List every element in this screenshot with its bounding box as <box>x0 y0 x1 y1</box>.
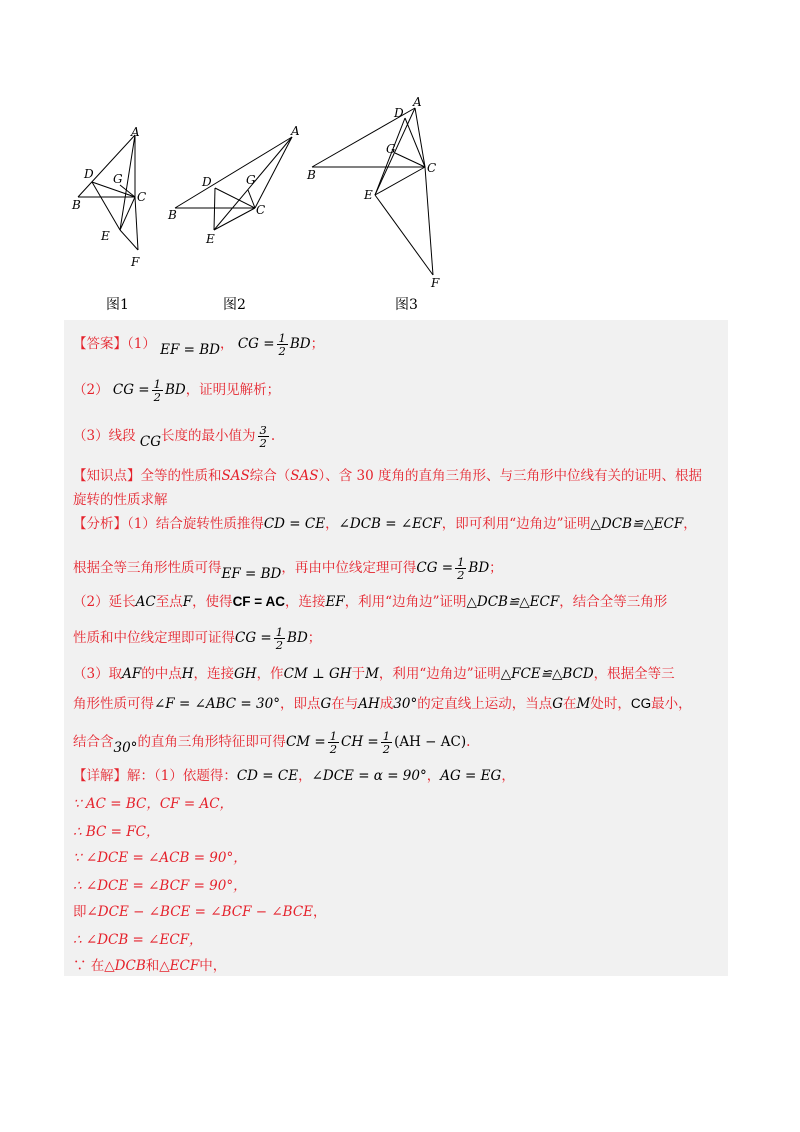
geometry-figures <box>0 0 800 320</box>
detail-line-4: ∵ ∠DCE = ∠ACB = 90°， <box>73 850 247 866</box>
knowledge-line-2: 旋转的性质求解 <box>73 492 168 508</box>
detail-line-3: ∴ BC = FC， <box>73 824 160 840</box>
label-g: G <box>113 172 123 186</box>
label-g: G <box>246 173 256 187</box>
analysis-line-6: 角形性质可得∠F = ∠ABC = 30°，即点G在与AH成30°的定直线上运动，当点G在M处时，CG最小， <box>73 696 692 712</box>
label-d: D <box>394 106 404 120</box>
label-b: B <box>72 198 81 212</box>
label-b: B <box>168 208 177 222</box>
detail-line-5: ∴ ∠DCE = ∠BCF = 90°， <box>73 878 247 894</box>
label-c: C <box>256 203 266 217</box>
label-b: B <box>307 168 316 182</box>
label-d: D <box>84 167 94 181</box>
knowledge-line-1: 【知识点】全等的性质和SAS综合（SAS）、含 30 度角的直角三角形、与三角形中位线有关的证明、根据 <box>73 468 703 484</box>
figure-2-caption: 图2 <box>223 297 246 313</box>
label-f: F <box>131 255 140 269</box>
analysis-line-2: 根据全等三角形性质可得EF = BD，再由中位线定理可得CG = $\frac{1}{2}$ BD； <box>73 555 503 582</box>
detail-line-1: 【详解】解：（1）依题得：CD = CE，∠DCE = α = 90°，AG = EG， <box>73 768 515 784</box>
label-g: G <box>386 142 396 156</box>
detail-line-8: ∵ 在△DCB和△ECF中， <box>73 958 227 974</box>
detail-line-2: ∵ AC = BC，CF = AC， <box>73 796 234 812</box>
label-c: C <box>427 161 437 175</box>
figures-area <box>0 0 800 320</box>
knowledge-tag: 【知识点】 <box>73 468 141 484</box>
analysis-line-1: 【分析】（1）结合旋转性质推得CD = CE，∠DCB = ∠ECF，即可利用“边角边”证明△DCB≌△ECF， <box>73 516 697 532</box>
label-a: A <box>291 124 300 138</box>
analysis-line-4: 性质和中位线定理即可证得CG = $\frac{1}{2}$ BD； <box>73 625 322 652</box>
label-e: E <box>206 232 215 246</box>
label-e: E <box>364 188 373 202</box>
analysis-tag: 【分析】 <box>73 516 127 532</box>
answer-line-3: （3）线段 CG长度的最小值为 $\frac{3}{2}$ . <box>73 423 276 450</box>
figure-2-labels <box>167 124 300 246</box>
answer-line-1: 【答案】（1） EF = BD， CG = $\frac{1}{2}$ BD； <box>73 331 325 358</box>
answer-line-2: （2） CG = $\frac{1}{2}$ BD，证明见解析； <box>73 377 281 404</box>
label-e: E <box>101 229 110 243</box>
label-a: A <box>413 95 422 109</box>
label-c: C <box>137 190 147 204</box>
analysis-line-7: 结合含30°的直角三角形特征即可得CM = $\frac{1}{2}$ CH = $\frac{1}{2}$ (AH − AC). <box>73 729 471 756</box>
figure-3-labels <box>306 95 440 290</box>
label-d: D <box>202 175 212 189</box>
figure-1-caption: 图1 <box>106 297 129 313</box>
label-f: F <box>431 276 440 290</box>
detail-tag: 【详解】 <box>73 768 127 784</box>
detail-line-6: 即∠DCE − ∠BCE = ∠BCF − ∠BCE， <box>73 904 327 920</box>
figure-2-drawing <box>175 137 292 230</box>
figure-3-caption: 图3 <box>395 297 418 313</box>
analysis-line-5: （3）取AF的中点H，连接GH，作CM ⊥ GH于M，利用“边角边”证明△FCE≌△BCD，根据全等三 <box>73 666 675 682</box>
analysis-line-3: （2）延长AC至点F，使得CF = AC，连接EF，利用“边角边”证明△DCB≌△ECF，结合全等三角形 <box>73 594 668 610</box>
detail-line-7: ∴ ∠DCB = ∠ECF， <box>73 932 203 948</box>
label-a: A <box>131 125 140 139</box>
answer-tag: 【答案】 <box>73 336 127 352</box>
